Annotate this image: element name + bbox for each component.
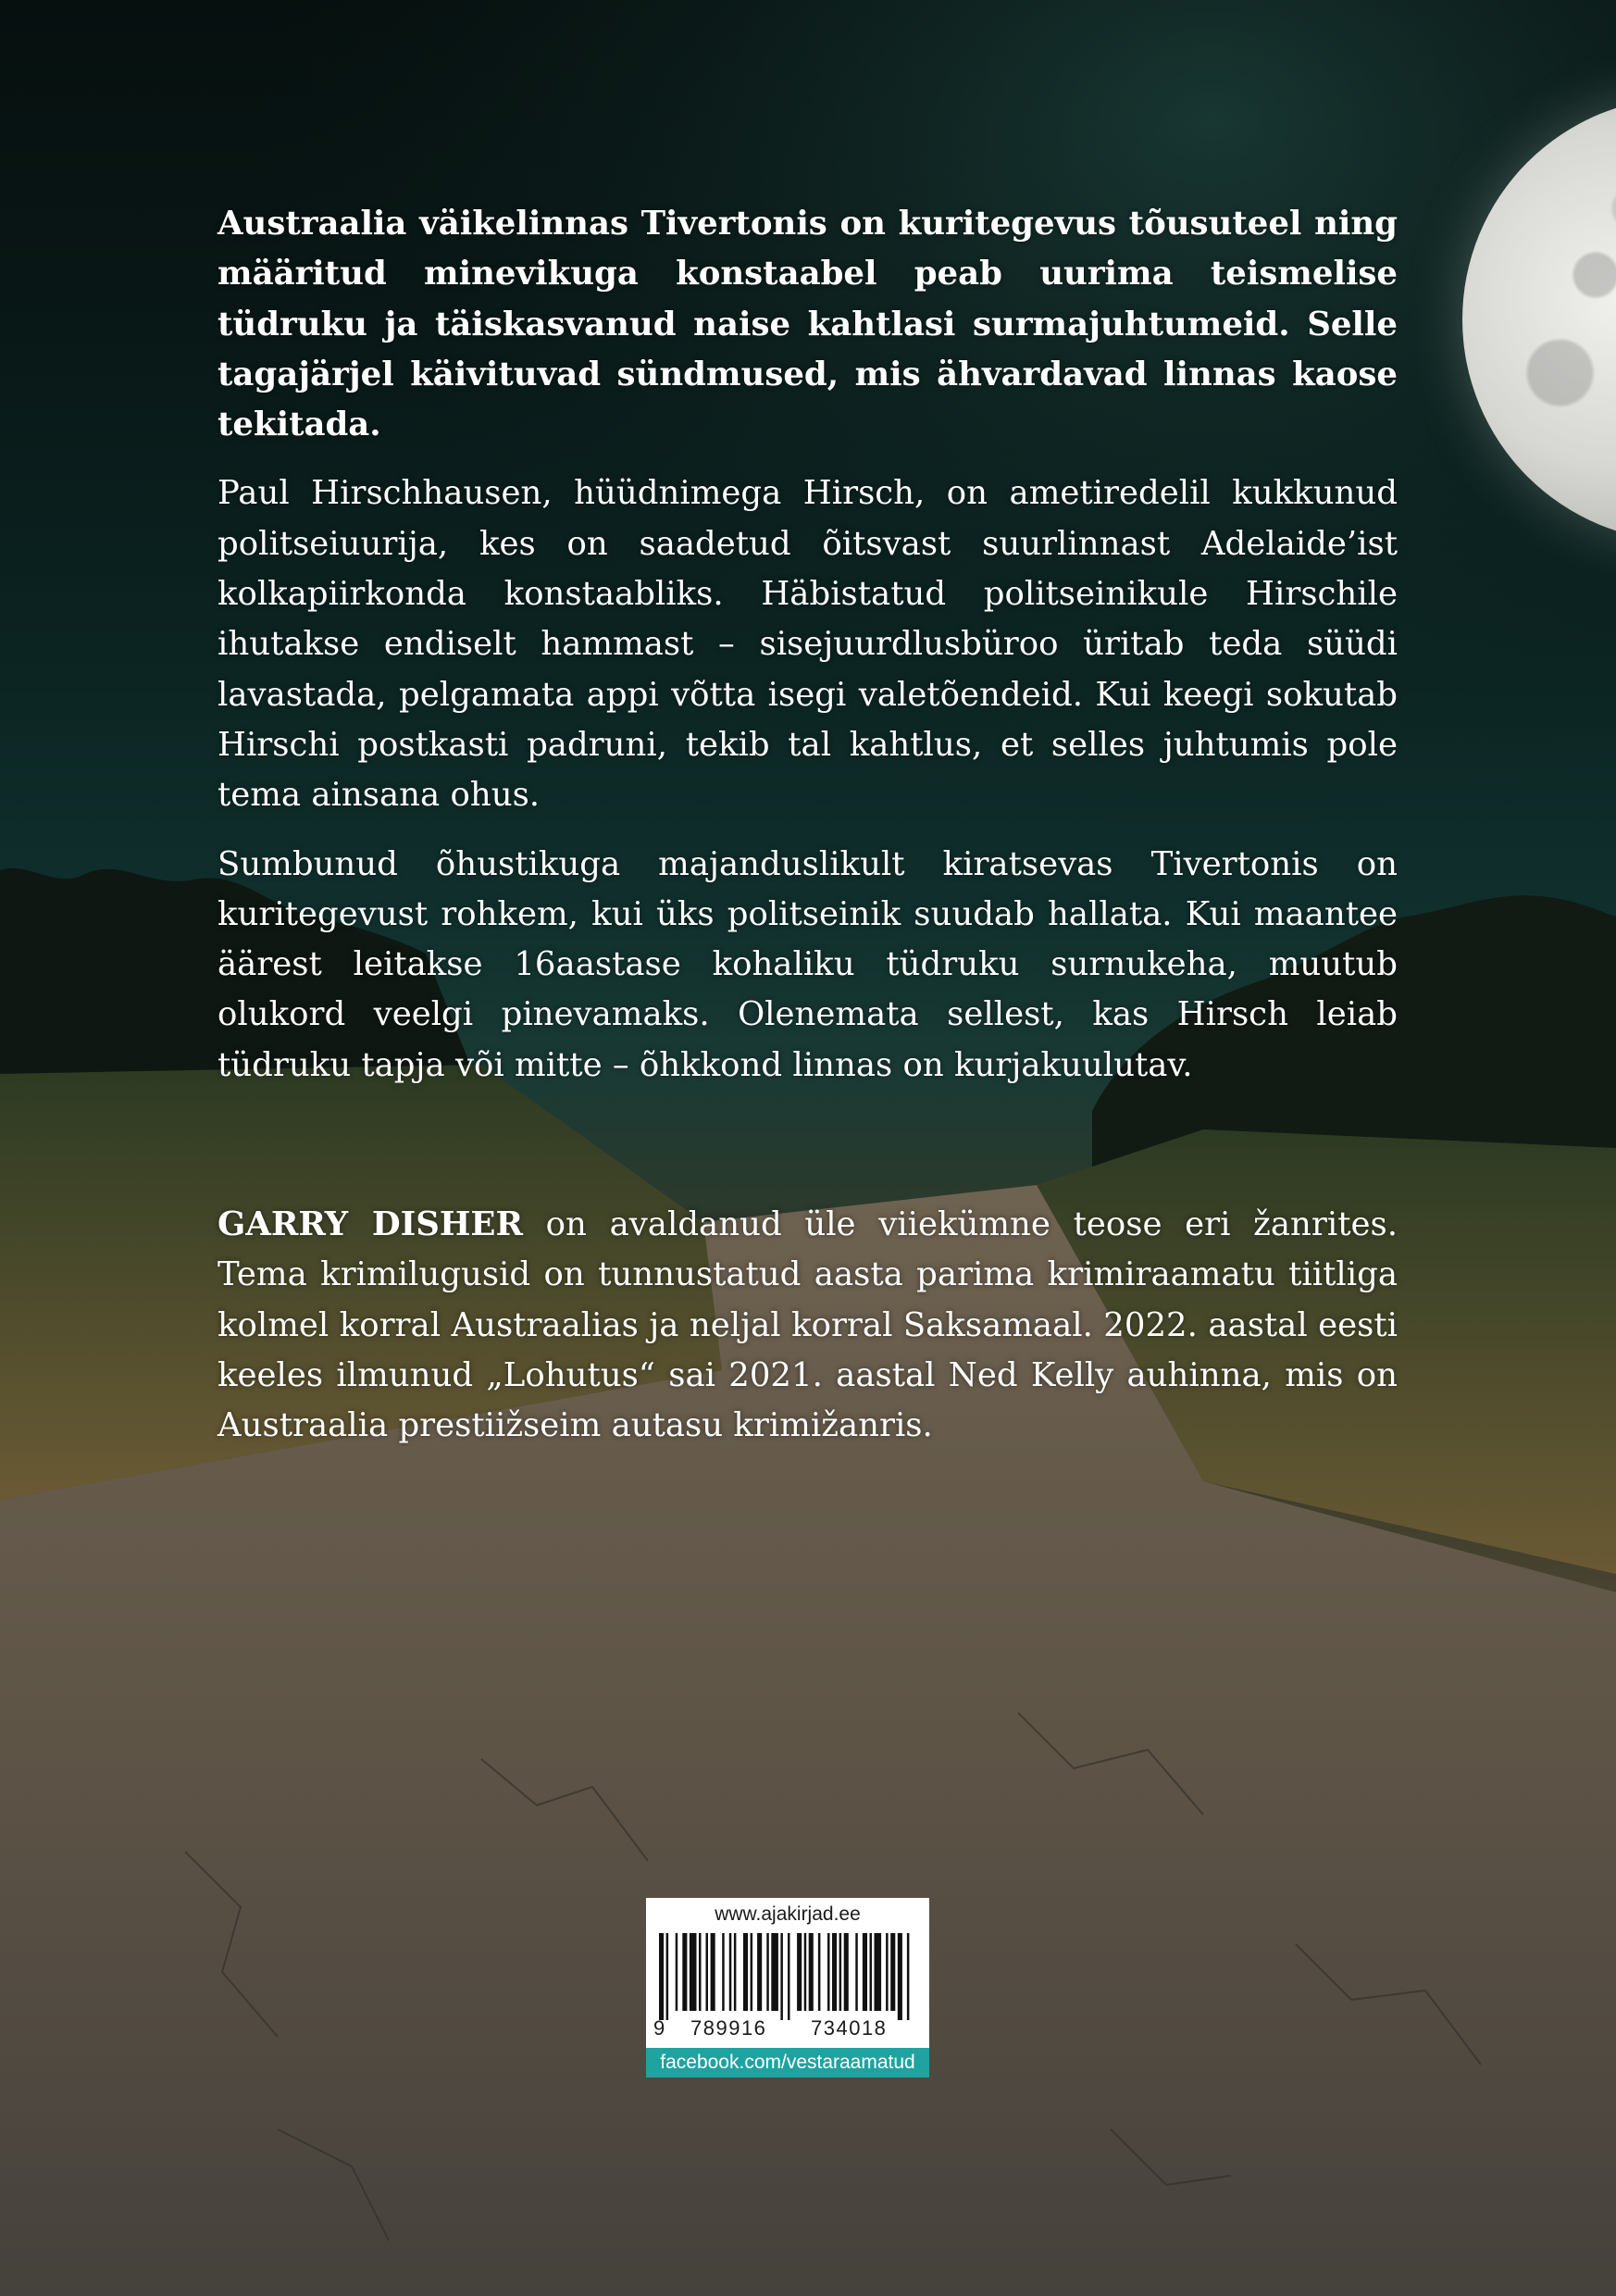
- barcode-bar: [890, 1933, 895, 2011]
- barcode-bar: [780, 1933, 783, 2020]
- barcode-bar: [827, 1933, 830, 2011]
- author-bio-text: on avaldanud üle viiekümne teose eri žanrites. Tema krimilugusid on tunnustatud aasta parima krimiraamatu tiitliga kolmel korral Austraalias ja neljal korral Saksamaal. 2022. aastal eesti keeles ilmunud „Lohutus“ sai 2021. aastal Ned Kelly auhinna, mis on Austraalia prestiižseim autasu krimižanris.: [218, 1205, 1398, 1445]
- barcode-bar: [875, 1933, 882, 2011]
- barcode-bar: [743, 1933, 748, 2011]
- barcode-bar: [722, 1933, 725, 2011]
- barcode-bar: [886, 1933, 889, 2011]
- barcode-bar: [766, 1933, 769, 2011]
- publisher-url: www.ajakirjad.ee: [715, 1903, 861, 1925]
- isbn-right-group: 734018: [811, 2016, 888, 2040]
- author-name: GARRY DISHER: [218, 1205, 523, 1244]
- blurb-paragraph: Paul Hirschhausen, hüüdnimega Hirsch, on ametiredelil kukkunud politseiuurija, kes on saadetud õitsvast suurlinnast Adelaide’ist kolkapiirkonda konstaabliks. Häbistatud politseinikule Hirschile ihutakse endiselt hammast – sisejuurdlusbüroo üritab teda süüdi lavastada, pelgamata appi võtta isegi valetõendeid. Kui keegi sokutab Hirschi postkasti padruni, tekib tal kahtlus, et selles juhtumis pole tema ainsana ohus.: [218, 474, 1398, 815]
- barcode-bar: [676, 1933, 678, 2011]
- barcode-bar: [734, 1933, 737, 2011]
- barcode-bar: [711, 1933, 715, 2011]
- blurb-paragraph: Sumbunud õhustikuga majanduslikult kiratsevas Tivertonis on kuritegevust rohkem, kui üks politseinik suudab hallata. Kui maantee äärest leitakse 16aastase kohaliku tüdruku surnukeha, muutub olukord veelgi pinevamaks. Olenemata sellest, kas Hirsch leiab tüdruku tapja või mitte – õhkkond linnas on kurjakuulutav.: [218, 844, 1398, 1084]
- barcode-bar: [907, 1933, 910, 2020]
- barcode-bar: [818, 1933, 821, 2011]
- barcode-bar: [898, 1933, 902, 2020]
- barcode-bar: [809, 1933, 814, 2011]
- barcode-bar: [855, 1933, 858, 2011]
- barcode-bar: [788, 1933, 790, 2020]
- facebook-link: facebook.com/vestaraamatud: [646, 2048, 929, 2078]
- barcode-bar: [659, 1933, 664, 2020]
- author-bio: [218, 1200, 1398, 1451]
- barcode-bar: [797, 1933, 802, 2011]
- blurb-lead: Austraalia väikelinnas Tivertonis on kuritegevus tõusuteel ning määritud minevikuga konstaabel peab uurima teismelise tüdruku ja täiskasvanud naise kahtlasi surmajuhtumeid. Selle tagajärjel käivituvad sündmused, mis ähvardavad linnas kaose tekitada.: [218, 205, 1398, 444]
- barcode-bar: [832, 1933, 837, 2011]
- barcode-bar: [690, 1933, 697, 2011]
- barcode-bar: [682, 1933, 687, 2011]
- barcode-label: [646, 1898, 929, 2078]
- barcode-bar: [666, 1933, 669, 2020]
- back-cover-text: [218, 199, 1398, 1470]
- barcode-bar: [771, 1933, 778, 2011]
- isbn-first-digit: 9: [653, 2016, 666, 2040]
- barcode-bar: [699, 1933, 702, 2011]
- barcode-bar: [706, 1933, 709, 2011]
- isbn-barcode: [659, 1933, 916, 2020]
- barcode-bar: [804, 1933, 807, 2011]
- barcode-bar: [863, 1933, 867, 2011]
- barcode-bar: [751, 1933, 753, 2011]
- barcode-bar: [870, 1933, 873, 2011]
- isbn-digits: [653, 2016, 924, 2040]
- barcode-bar: [729, 1933, 732, 2011]
- barcode-bar: [757, 1933, 762, 2011]
- barcode-bar: [844, 1933, 849, 2011]
- barcode-bar: [839, 1933, 842, 2011]
- isbn-left-group: 789916: [690, 2016, 767, 2040]
